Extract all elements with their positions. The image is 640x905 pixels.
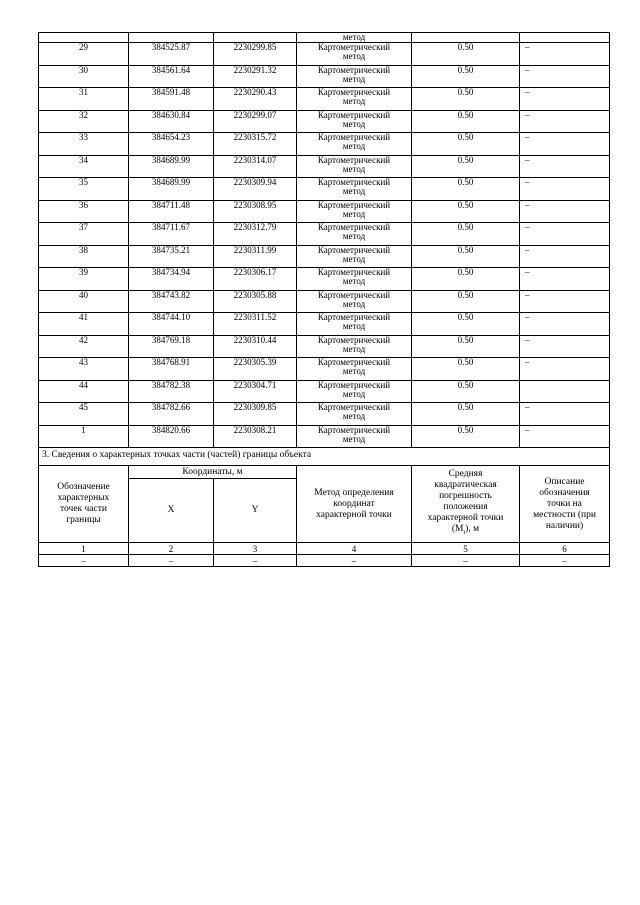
method-line: метод (342, 186, 366, 196)
y-coordinate-cell: 2230304.71 (214, 380, 297, 403)
y-coordinate-cell: 2230299.85 (214, 43, 297, 66)
header-designation: Обозначение характерных точек части границы (39, 466, 129, 543)
point-number-cell: 33 (39, 133, 129, 156)
y-coordinate-cell: 2230290.43 (214, 88, 297, 111)
point-number-cell: 37 (39, 223, 129, 246)
method-line: Картометрический (317, 177, 391, 187)
x-coordinate-cell: 384654.23 (129, 133, 214, 156)
method-cell (297, 43, 412, 66)
description-cell: – (520, 335, 610, 358)
y-coordinate-cell: 2230299.07 (214, 110, 297, 133)
accuracy-cell: 0.50 (412, 403, 520, 426)
method-line: Картометрический (317, 357, 391, 367)
part-boundary-points-table (38, 447, 610, 567)
description-cell: – (520, 425, 610, 448)
description-cell (520, 380, 610, 403)
accuracy-cell: 0.50 (412, 313, 520, 336)
point-number-cell: 42 (39, 335, 129, 358)
x-coordinate-cell: 384711.67 (129, 223, 214, 246)
method-line: метод (342, 321, 366, 331)
y-coordinate-cell: 2230309.85 (214, 403, 297, 426)
table-row (39, 358, 610, 381)
y-coordinate-cell: 2230306.17 (214, 268, 297, 291)
table-row (39, 88, 610, 111)
header-coordinates: Координаты, м (129, 466, 297, 479)
empty-data-row: – – – – – – (39, 555, 610, 567)
x-coordinate-cell: 384734.94 (129, 268, 214, 291)
point-number-cell: 34 (39, 155, 129, 178)
method-line: метод (342, 411, 366, 421)
x-coordinate-cell: 384711.48 (129, 200, 214, 223)
method-cell (297, 110, 412, 133)
point-number-cell: 32 (39, 110, 129, 133)
header-y: Y (214, 479, 297, 543)
y-coordinate-cell: 2230311.99 (214, 245, 297, 268)
description-cell: – (520, 133, 610, 156)
method-line: Картометрический (317, 87, 391, 97)
section-title-row (39, 448, 610, 466)
characteristic-points-table (38, 32, 610, 448)
x-coordinate-cell: 384591.48 (129, 88, 214, 111)
point-number-cell: 39 (39, 268, 129, 291)
table-row (39, 223, 610, 246)
method-line: метод (342, 231, 366, 241)
description-cell: – (520, 178, 610, 201)
method-cell (297, 223, 412, 246)
x-coordinate-cell: 384630.84 (129, 110, 214, 133)
continued-row (39, 33, 610, 43)
x-coordinate-cell: 384820.66 (129, 425, 214, 448)
point-number-cell: 43 (39, 358, 129, 381)
method-line: метод (342, 118, 366, 129)
table-row (39, 403, 610, 426)
method-line: метод (342, 298, 366, 309)
description-cell: – (520, 358, 610, 381)
method-cell (297, 200, 412, 223)
x-coordinate-cell: 384689.99 (129, 178, 214, 201)
accuracy-cell: 0.50 (412, 43, 520, 66)
description-cell: – (520, 313, 610, 336)
table-row (39, 178, 610, 201)
table-row (39, 268, 610, 291)
x-coordinate-cell: 384689.99 (129, 155, 214, 178)
point-number-cell: 38 (39, 245, 129, 268)
table-row (39, 155, 610, 178)
accuracy-cell: 0.50 (412, 290, 520, 313)
table-row (39, 43, 610, 66)
x-coordinate-cell: 384735.21 (129, 245, 214, 268)
accuracy-cell: 0.50 (412, 358, 520, 381)
method-line: метод (342, 51, 366, 61)
method-line: метод (342, 163, 366, 174)
point-number-cell: 36 (39, 200, 129, 223)
point-number-cell: 41 (39, 313, 129, 336)
method-line: Картометрический (317, 312, 391, 322)
method-line: Картометрический (317, 290, 391, 300)
header-x: X (129, 479, 214, 543)
x-coordinate-cell: 384744.10 (129, 313, 214, 336)
y-coordinate-cell: 2230305.39 (214, 358, 297, 381)
method-cell (297, 155, 412, 178)
method-line: Картометрический (317, 132, 391, 142)
table-row (39, 380, 610, 403)
y-coordinate-cell: 2230310.44 (214, 335, 297, 358)
accuracy-cell: 0.50 (412, 88, 520, 111)
description-cell: – (520, 88, 610, 111)
table-row (39, 335, 610, 358)
method-line: метод (342, 73, 366, 84)
y-coordinate-cell: 2230305.88 (214, 290, 297, 313)
accuracy-cell: 0.50 (412, 245, 520, 268)
method-line: метод (342, 96, 366, 106)
accuracy-cell: 0.50 (412, 110, 520, 133)
accuracy-cell: 0.50 (412, 425, 520, 448)
method-cell (297, 358, 412, 381)
method-line: Картометрический (317, 200, 391, 210)
method-line: Картометрический (317, 110, 391, 120)
method-cell (297, 268, 412, 291)
x-coordinate-cell: 384768.91 (129, 358, 214, 381)
point-number-cell: 45 (39, 403, 129, 426)
method-line: Картометрический (317, 380, 391, 390)
method-line: метод (342, 208, 366, 219)
description-cell: – (520, 65, 610, 88)
description-cell: – (520, 200, 610, 223)
method-line: метод (342, 388, 366, 399)
x-coordinate-cell: 384525.87 (129, 43, 214, 66)
y-coordinate-cell: 2230308.95 (214, 200, 297, 223)
accuracy-cell: 0.50 (412, 380, 520, 403)
table-row (39, 133, 610, 156)
point-number-cell: 30 (39, 65, 129, 88)
y-coordinate-cell: 2230308.21 (214, 425, 297, 448)
x-coordinate-cell: 384782.38 (129, 380, 214, 403)
method-line: метод (342, 366, 366, 376)
accuracy-cell: 0.50 (412, 268, 520, 291)
method-line: Картометрический (317, 42, 391, 52)
method-cell (297, 425, 412, 448)
table-row (39, 425, 610, 448)
section-title: 3. Сведения о характерных точках части (частей) границы объекта (39, 448, 610, 466)
x-coordinate-cell: 384782.66 (129, 403, 214, 426)
header-method: Метод определения координат характерной точки (297, 466, 412, 543)
description-cell: – (520, 268, 610, 291)
table-row (39, 200, 610, 223)
accuracy-cell: 0.50 (412, 133, 520, 156)
method-line: Картометрический (317, 245, 391, 255)
method-cell (297, 380, 412, 403)
description-cell: – (520, 110, 610, 133)
accuracy-cell: 0.50 (412, 65, 520, 88)
point-number-cell: 1 (39, 425, 129, 448)
method-line: Картометрический (317, 402, 391, 412)
table-row (39, 245, 610, 268)
header-accuracy: Средняя квадратическая погрешность положения характерной точки $(M_t)$, м (412, 466, 520, 543)
description-cell: – (520, 245, 610, 268)
point-number-cell: 40 (39, 290, 129, 313)
description-cell: – (520, 223, 610, 246)
method-cell (297, 133, 412, 156)
description-cell: – (520, 403, 610, 426)
description-cell: – (520, 290, 610, 313)
method-line: метод (342, 276, 366, 286)
y-coordinate-cell: 2230312.79 (214, 223, 297, 246)
method-cell (297, 65, 412, 88)
method-line: Картометрический (317, 155, 391, 165)
method-cell (297, 403, 412, 426)
method-cell (297, 335, 412, 358)
method-line: Картометрический (317, 335, 391, 345)
description-cell: – (520, 155, 610, 178)
method-line: метод (342, 343, 366, 354)
x-coordinate-cell: 384769.18 (129, 335, 214, 358)
method-line: Картометрический (317, 267, 391, 277)
method-cell (297, 178, 412, 201)
accuracy-cell: 0.50 (412, 200, 520, 223)
table-row (39, 290, 610, 313)
point-number-cell: 35 (39, 178, 129, 201)
method-line: метод (342, 141, 366, 151)
y-coordinate-cell: 2230315.72 (214, 133, 297, 156)
point-number-cell: 29 (39, 43, 129, 66)
header-row-1 (39, 466, 610, 479)
table-row (39, 313, 610, 336)
method-cell (297, 290, 412, 313)
continued-method-cell: метод (297, 33, 412, 43)
y-coordinate-cell: 2230309.94 (214, 178, 297, 201)
description-cell: – (520, 43, 610, 66)
column-numbers-row: 1 2 3 4 5 6 (39, 543, 610, 555)
y-coordinate-cell: 2230291.32 (214, 65, 297, 88)
y-coordinate-cell: 2230311.52 (214, 313, 297, 336)
document-sheet (38, 32, 609, 567)
method-line: метод (342, 433, 366, 444)
accuracy-cell: 0.50 (412, 335, 520, 358)
method-cell (297, 313, 412, 336)
accuracy-cell: 0.50 (412, 178, 520, 201)
table-row (39, 65, 610, 88)
method-line: Картометрический (317, 222, 391, 232)
x-coordinate-cell: 384561.64 (129, 65, 214, 88)
x-coordinate-cell: 384743.82 (129, 290, 214, 313)
point-number-cell: 44 (39, 380, 129, 403)
method-cell (297, 88, 412, 111)
method-cell (297, 245, 412, 268)
accuracy-cell: 0.50 (412, 155, 520, 178)
method-line: Картометрический (317, 425, 391, 435)
method-line: Картометрический (317, 65, 391, 75)
table-row (39, 110, 610, 133)
y-coordinate-cell: 2230314.07 (214, 155, 297, 178)
header-description: Описание обозначения точки на местности (при наличии) (520, 466, 610, 543)
method-line: метод (342, 253, 366, 264)
point-number-cell: 31 (39, 88, 129, 111)
accuracy-cell: 0.50 (412, 223, 520, 246)
